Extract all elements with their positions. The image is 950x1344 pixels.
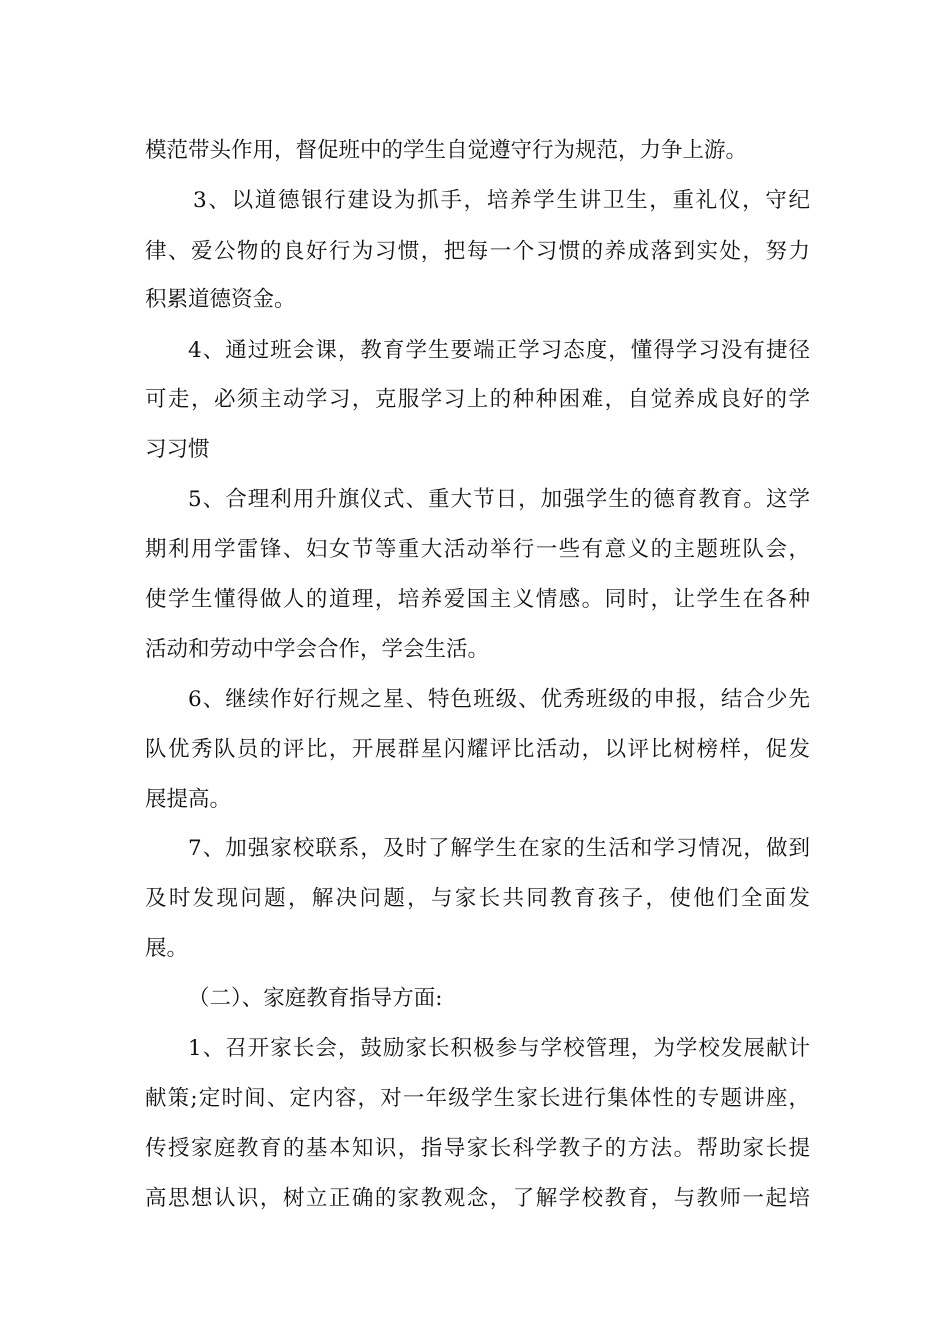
text-line: 使学生懂得做人的道理，培养爱国主义情感。同时，让学生在各种 (145, 587, 810, 612)
text-line: 模范带头作用，督促班中的学生自觉遵守行为规范，力争上游。 (145, 138, 748, 163)
text-line: 律、爱公物的良好行为习惯，把每一个习惯的养成落到实处，努力 (145, 239, 810, 264)
text-line: 期利用学雷锋、妇女节等重大活动举行一些有意义的主题班队会， (145, 537, 810, 562)
section-heading: （二）、家庭教育指导方面: (188, 986, 443, 1011)
text-line: 4、通过班会课，教育学生要端正学习态度，懂得学习没有捷径 (188, 338, 810, 363)
text-line: 7、加强家校联系，及时了解学生在家的生活和学习情况，做到 (188, 836, 810, 861)
text-line: 3、以道德银行建设为抓手，培养学生讲卫生，重礼仪，守纪 (193, 188, 810, 213)
text-line: 及时发现问题，解决问题，与家长共同教育孩子，使他们全面发 (145, 886, 810, 911)
text-line: 展提高。 (145, 787, 232, 812)
text-line: 习习惯 (145, 437, 210, 462)
text-line: 献策;定时间、定内容，对一年级学生家长进行集体性的专题讲座， (145, 1086, 810, 1111)
text-line: 活动和劳动中学会合作，学会生活。 (145, 637, 490, 662)
text-line: 5、合理利用升旗仪式、重大节日，加强学生的德育教育。这学 (188, 487, 810, 512)
text-line: 6、继续作好行规之星、特色班级、优秀班级的申报，结合少先 (188, 687, 810, 712)
text-line: 展。 (145, 936, 189, 961)
text-line: 积累道德资金。 (145, 287, 296, 312)
text-line: 可走，必须主动学习，克服学习上的种种困难，自觉养成良好的学 (145, 387, 810, 412)
text-line: 高思想认识，树立正确的家教观念，了解学校教育，与教师一起培 (145, 1186, 810, 1211)
text-line: 队优秀队员的评比，开展群星闪耀评比活动，以评比树榜样，促发 (145, 737, 810, 762)
text-line: 1、召开家长会，鼓励家长积极参与学校管理，为学校发展献计 (188, 1036, 810, 1061)
text-line: 传授家庭教育的基本知识，指导家长科学教子的方法。帮助家长提 (145, 1136, 810, 1161)
